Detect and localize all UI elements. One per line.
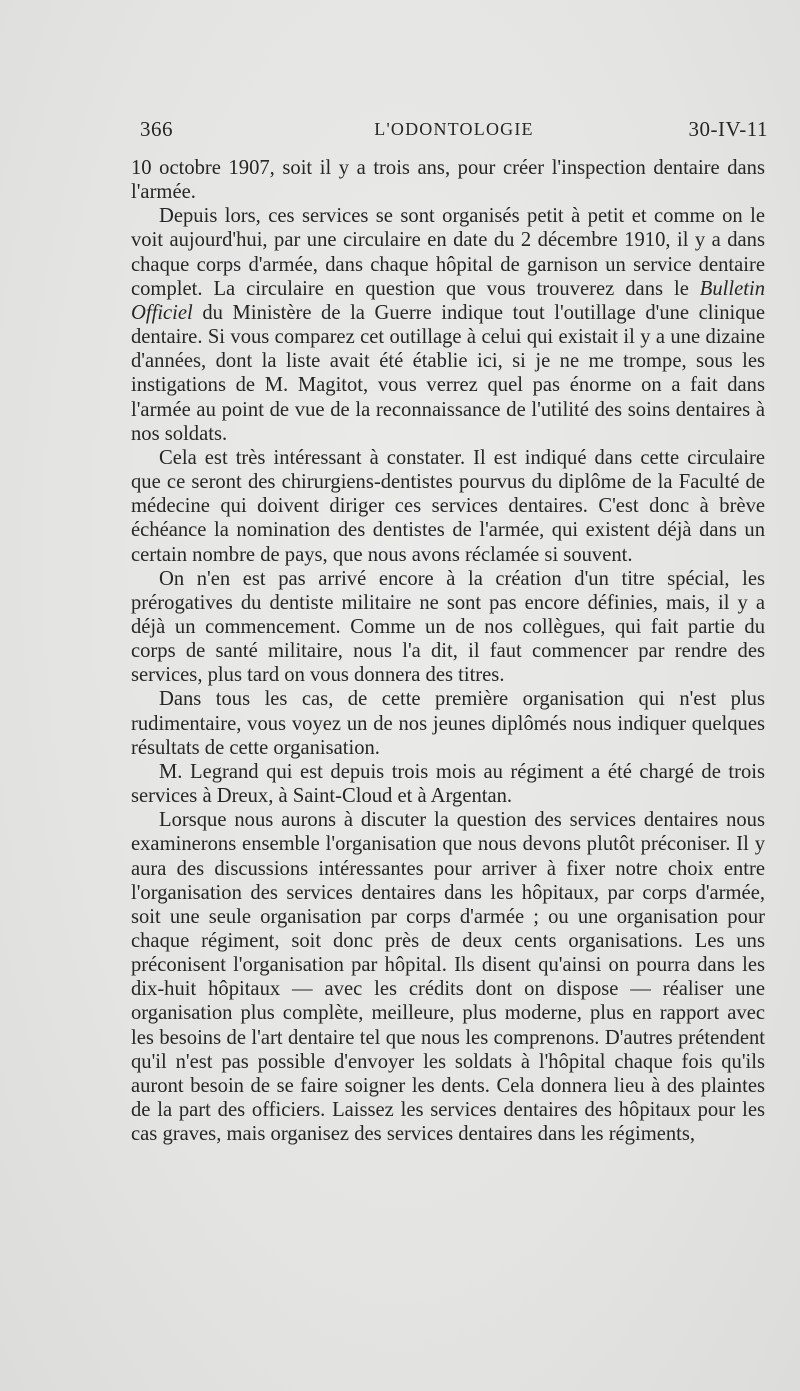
paragraph-1: 10 octobre 1907, soit il y a trois ans, pour créer l'inspection dentaire dans l'armée. xyxy=(131,157,765,204)
paragraph-4: On n'en est pas arrivé encore à la création d'un titre spécial, les prérogatives du dentiste militaire ne sont pas encore définies, mais, il y a déjà un commencement. Comme un de nos collègues, qui fait partie du corps de santé militaire, nous l'a dit, il faut commencer par rendre des services, plus tard on vous donnera des titres. xyxy=(131,567,765,687)
paragraph-5: Dans tous les cas, de cette première organisation qui n'est plus rudimentaire, vous voyez un de nos jeunes diplômés nous indiquer quelques résultats de cette organisation. xyxy=(131,688,765,759)
paragraph-2-end: du Ministère de la Guerre indique tout l'outillage d'une clinique dentaire. Si vous comparez cet outillage à celui qui existait il y a une dizaine d'années, dont la liste avait été établie ici, si je ne me trompe, sous les instigations de M. Magitot, vous verrez quel pas énorme on a fait dans l'armée au point de vue de la reconnaissance de l'utilité des soins dentaires à nos soldats. xyxy=(131,301,765,445)
paragraph-2 xyxy=(131,204,765,446)
paragraph-2-start: Depuis lors, ces services se sont organisés petit à petit et comme on le voit aujourd'hui, par une circulaire en date du 2 décembre 1910, il y a dans chaque corps d'armée, dans chaque hôpital de garnison un service dentaire complet. La circulaire en question que vous trouverez dans le xyxy=(131,205,765,300)
article-body xyxy=(131,156,765,1146)
running-header xyxy=(140,117,768,147)
journal-title: L'ODONTOLOGIE xyxy=(374,119,534,139)
paragraph-7: Lorsque nous aurons à discuter la question des services dentaires nous examinerons ensemble l'organisation que nous devons plutôt préconiser. Il y aura des discussions intéressantes pour arriver à fixer notre choix entre l'organisation des services dentaires dans les hôpitaux, par corps d'armée, soit une seule organisation par corps d'armée ; ou une organisation pour chaque régiment, soit donc près de deux cents organisations. Les uns préconisent l'organisation par hôpital. Ils disent qu'ainsi on pourra dans les dix-huit hôpitaux — avec les crédits dont on dispose — réaliser une organisation plus complète, meilleure, plus moderne, plus en rapport avec les besoins de l'art dentaire tel que nous les comprenons. D'autres prétendent qu'il n'est pas possible d'envoyer les soldats à l'hôpital chaque fois qu'ils auront besoin de se faire soigner les dents. Cela donnera lieu à des plaintes de la part des officiers. Laissez les services dentaires des hôpitaux pour les cas graves, mais organisez des services dentaires dans les régiments, xyxy=(131,809,765,1146)
bulletin-officiel-title: Bulletin Officiel xyxy=(131,277,765,324)
page-number: 366 xyxy=(140,117,173,141)
paragraph-6: M. Legrand qui est depuis trois mois au régiment a été chargé de trois services à Dreux, à Saint-Cloud et à Argentan. xyxy=(131,760,765,808)
issue-date: 30-IV-11 xyxy=(688,117,768,141)
paragraph-3: Cela est très intéressant à constater. Il est indiqué dans cette circulaire que ce seront des chirurgiens-dentistes pourvus du diplôme de la Faculté de médecine qui doivent diriger ces services dentaires. C'est donc à brève échéance la nomination des dentistes de l'armée, qui existent déjà dans un certain nombre de pays, que nous avons réclamée si souvent. xyxy=(131,446,765,566)
